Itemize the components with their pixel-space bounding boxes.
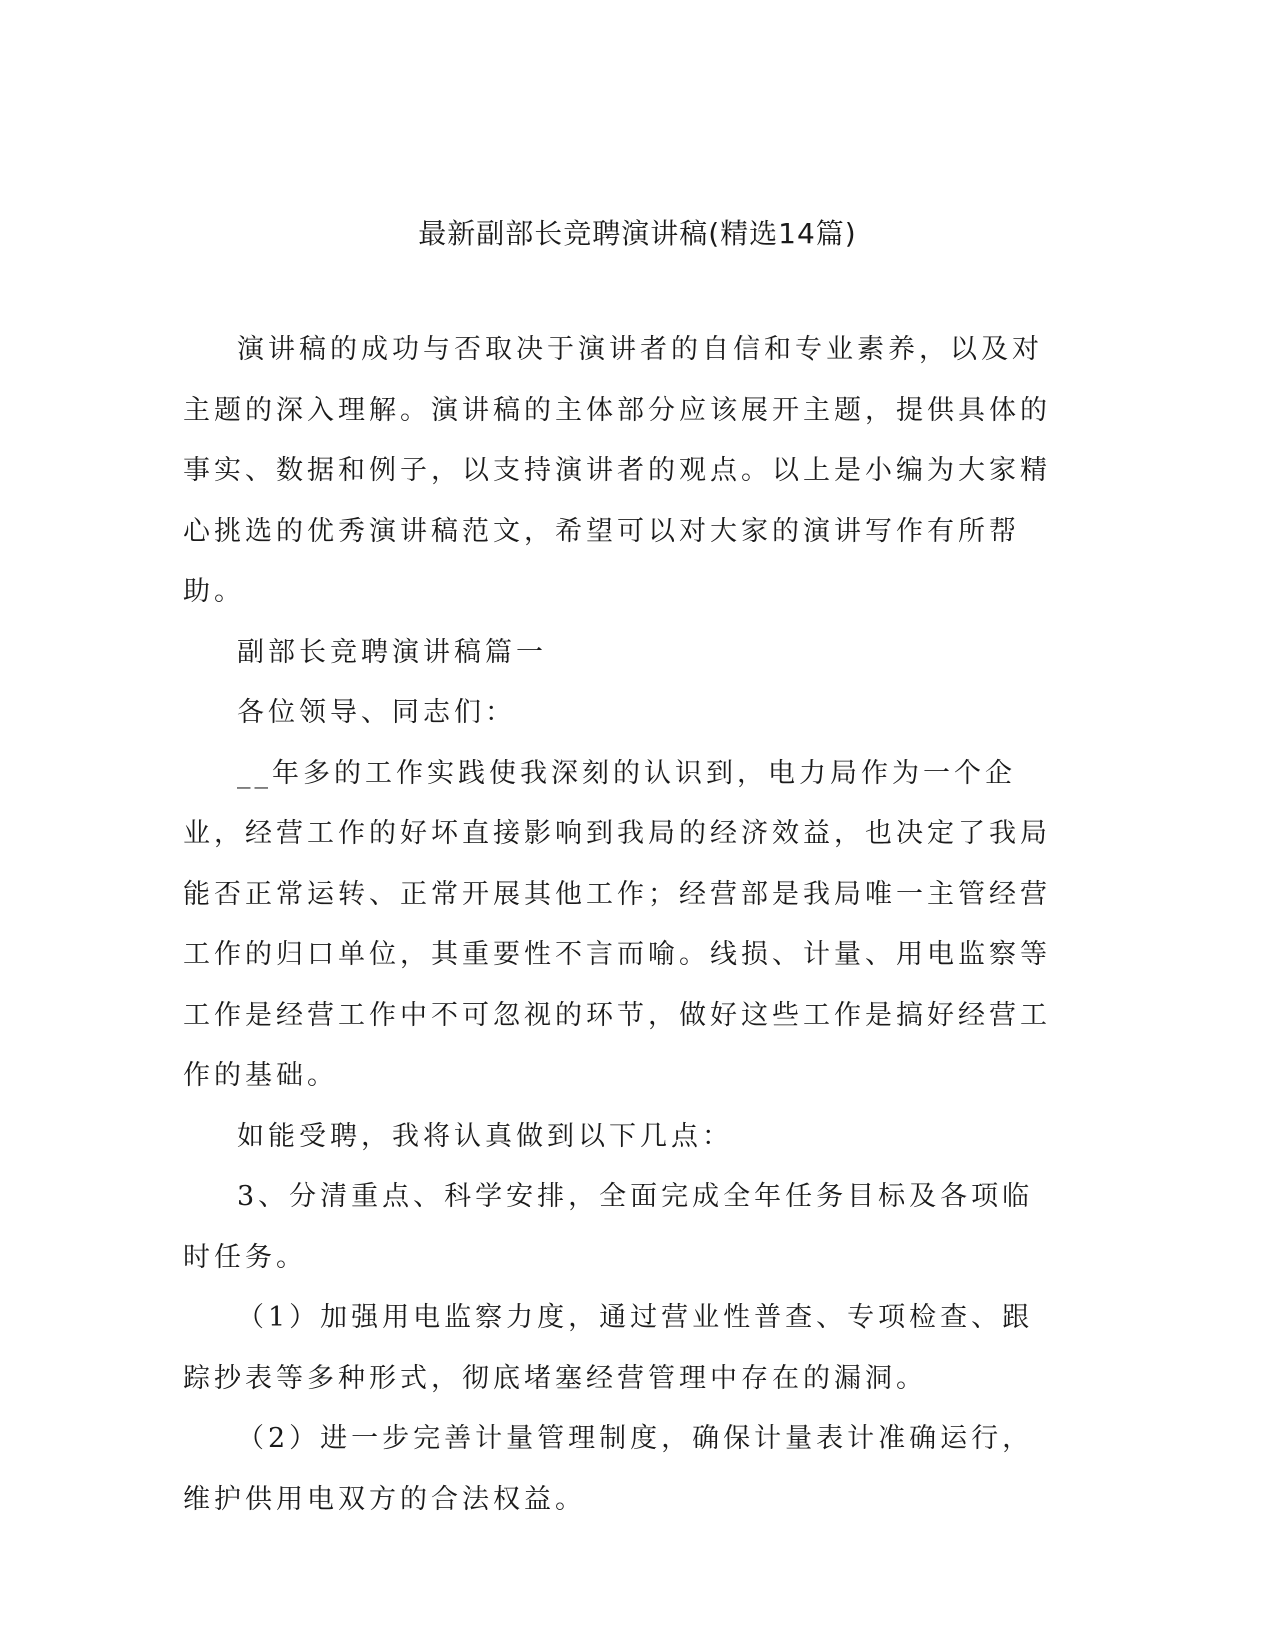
paragraph-intro: 演讲稿的成功与否取决于演讲者的自信和专业素养，以及对主题的深入理解。演讲稿的主体部分应该展开主题，提供具体的事实、数据和例子，以支持演讲者的观点。以上是小编为大家精心挑选的优秀演讲稿范文，希望可以对大家的演讲写作有所帮助。 [183, 334, 1051, 607]
paragraph-commitment: 如能受聘，我将认真做到以下几点： [237, 1120, 733, 1152]
list-item-sub-1: （1）加强用电监察力度，通过营业性普查、专项检查、跟踪抄表等多种形式，彻底堵塞经营管理中存在的漏洞。 [183, 1302, 1034, 1394]
section-heading: 副部长竞聘演讲稿篇一 [237, 636, 547, 668]
document-body [183, 320, 1063, 1530]
document-title: 最新副部长竞聘演讲稿(精选14篇) [418, 217, 857, 250]
paragraph-experience: __年多的工作实践使我深刻的认识到，电力局作为一个企业，经营工作的好坏直接影响到我局的经济效益，也决定了我局能否正常运转、正常开展其他工作；经营部是我局唯一主管经营工作的归口单位，其重要性不言而喻。线损、计量、用电监察等工作是经营工作中不可忽视的环节，做好这些工作是搞好经营工作的基础。 [183, 757, 1051, 1091]
list-item-sub-2: （2）进一步完善计量管理制度，确保计量表计准确运行，维护供用电双方的合法权益。 [183, 1423, 1034, 1515]
salutation: 各位领导、同志们： [237, 697, 516, 728]
list-item-3: 3、分清重点、科学安排，全面完成全年任务目标及各项临时任务。 [183, 1181, 1034, 1273]
